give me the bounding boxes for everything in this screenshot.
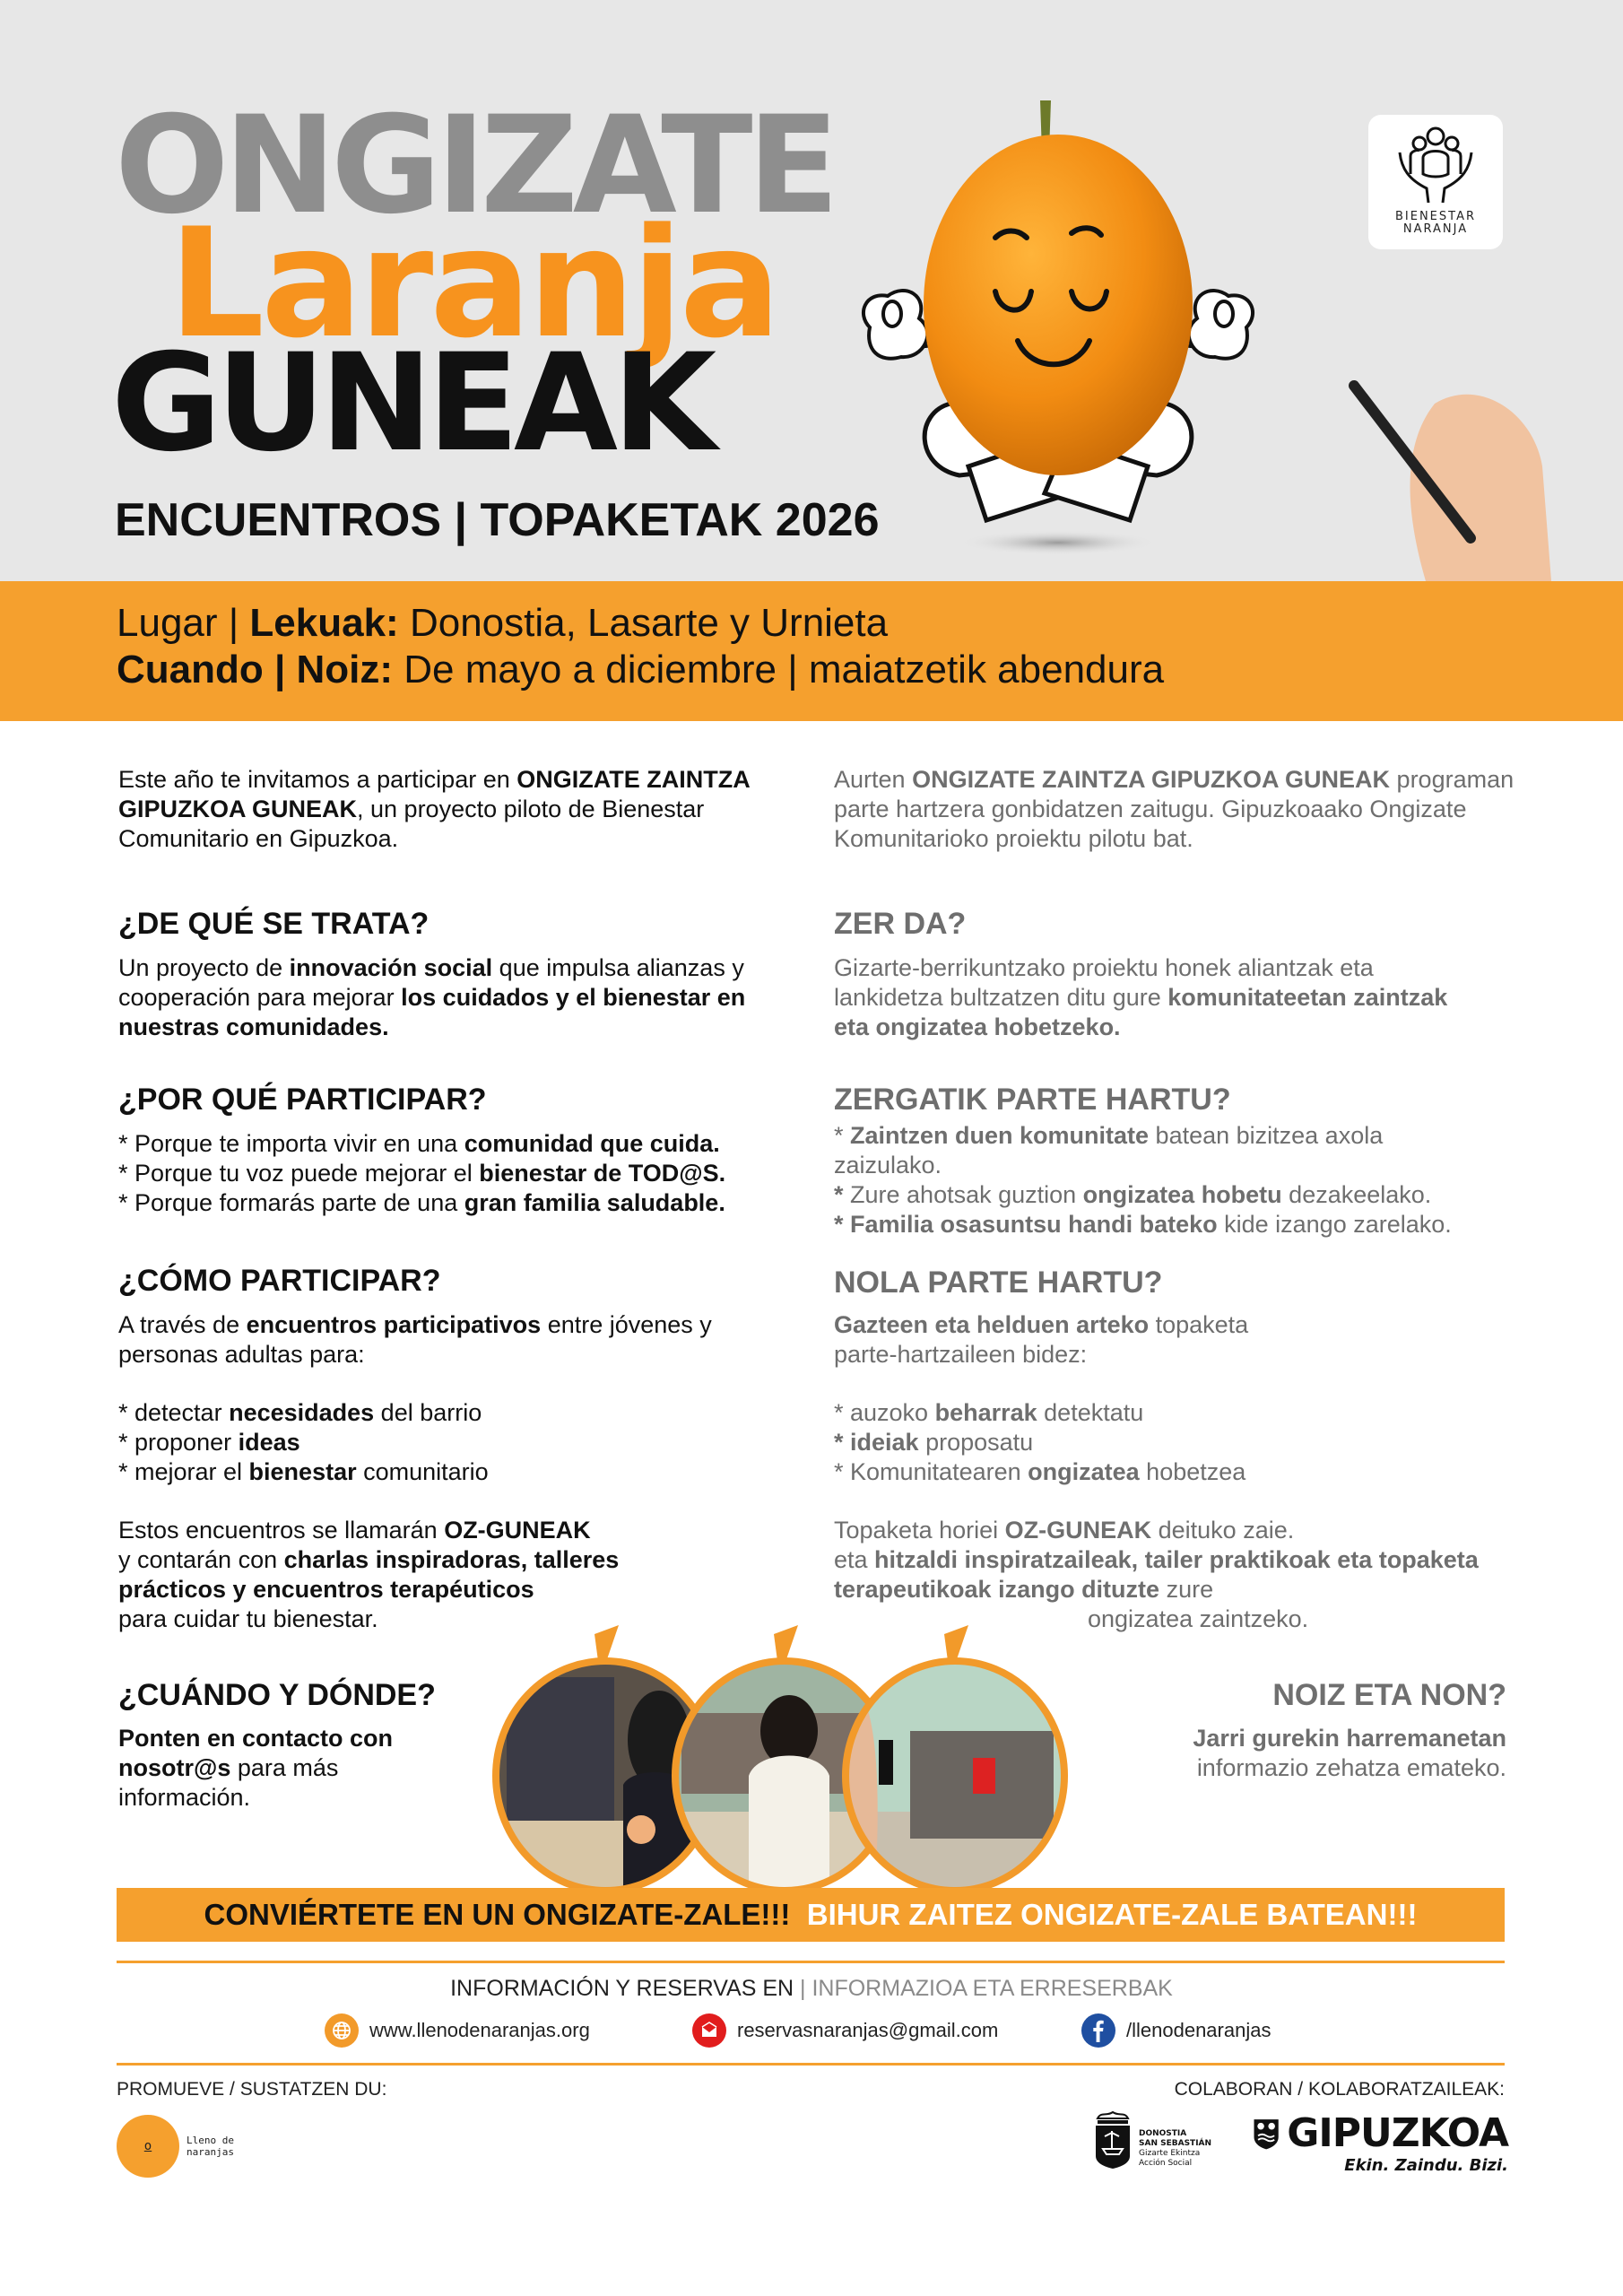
when-eu-text (1076, 1724, 1506, 1783)
badge-line1: BIENESTAR (1394, 210, 1476, 223)
closing-eu-d: eta (834, 1546, 875, 1573)
how-eu-rest: topaketa parte-hartzaileen bidez: (834, 1311, 1249, 1368)
lleno-logo-mark: o (117, 2115, 179, 2178)
what-es-d: los cuidados y el bienestar en nuestras comunidades. (118, 984, 746, 1040)
how-es-text (118, 1310, 800, 1370)
speaker-and-audience-photo (838, 1625, 1072, 1901)
closing-es-a: Estos encuentros se llamarán (118, 1517, 445, 1544)
website-text[interactable]: www.llenodenaranjas.org (369, 2019, 590, 2041)
how-eu-item-bold: beharrak (934, 1399, 1037, 1426)
when-es-text (118, 1724, 441, 1813)
why-eu-list (834, 1121, 1480, 1239)
why-eu-item-bold: Zaintzen duen komunitate (850, 1122, 1150, 1149)
how-es-a: A través de (118, 1311, 247, 1338)
when-eu-rest: informazio zehatza emateko. (1196, 1754, 1506, 1781)
heading-when-eu: NOIZ ETA NON? (1272, 1678, 1506, 1712)
donostia-line3: Gizarte Ekintza (1139, 2149, 1201, 2158)
info-title (0, 1976, 1623, 2002)
lleno-logo-text (187, 2135, 234, 2158)
place-label-es: Lugar | (117, 601, 250, 645)
why-es-item-text: * Porque te importa vivir en una (118, 1130, 464, 1157)
why-es-item (118, 1129, 818, 1159)
heading-why-eu: ZERGATIK PARTE HARTU? (834, 1083, 1231, 1117)
how-eu-item-rest: detektatu (1037, 1399, 1144, 1426)
how-es-item-text: * mejorar el (118, 1458, 249, 1485)
why-eu-item-bold: Familia osasuntsu handi bateko (850, 1211, 1218, 1238)
how-eu-bold: Gazteen eta helduen arteko (834, 1311, 1150, 1338)
slogan-banner (117, 1888, 1505, 1942)
how-es-c: entre jóvenes y personas adultas para: (118, 1311, 712, 1368)
what-es-text (118, 953, 818, 1042)
why-es-item-bold: comunidad que cuida. (464, 1130, 720, 1157)
what-eu-a: Gizarte-berrikuntzako proiektu honek aliantzak eta lankidetza bultzatzen ditu gure (834, 954, 1374, 1011)
what-eu-text (834, 953, 1462, 1042)
how-eu-text (834, 1310, 1264, 1370)
closing-eu-a: Topaketa horiei (834, 1517, 1005, 1544)
how-eu-item-rest: hobetzea (1139, 1458, 1246, 1485)
why-es-list (118, 1129, 818, 1218)
how-eu-item-bold: ideiak (850, 1429, 919, 1456)
when-label-eu: Noiz: (296, 648, 394, 691)
donostia-line2: SAN SEBASTIÁN (1139, 2139, 1212, 2148)
how-es-item (118, 1398, 818, 1428)
how-es-b: encuentros participativos (246, 1311, 542, 1338)
how-es-item-bold: ideas (238, 1429, 300, 1456)
bullet: * (834, 1122, 851, 1149)
place-and-date-band (0, 581, 1623, 721)
why-eu-item-rest: dezakeelakо. (1281, 1181, 1432, 1208)
intro-es-program: ONGIZATE ZAINTZA GIPUZKOA GUNEAK (118, 766, 750, 822)
facebook-text[interactable]: /llenodenaranjas (1126, 2019, 1271, 2041)
how-es-item-text: * proponer (118, 1429, 239, 1456)
why-es-item-bold: bienestar de TOD@S. (479, 1160, 726, 1187)
date-line (117, 648, 1164, 692)
closing-eu-e: hitzaldi inspiratzaileak, tailer praktikoak eta topaketa terapeutikoak izango dituzte (834, 1546, 1479, 1603)
badge-line2: NARANJA (1402, 222, 1469, 236)
bienestar-naranja-logo (1368, 115, 1503, 249)
heading-what-eu: ZER DA? (834, 907, 967, 941)
why-eu-item (834, 1210, 1480, 1239)
event-photos (489, 1605, 1134, 1901)
how-es-item-bold: bienestar (248, 1458, 357, 1485)
what-eu-b: komunitateetan zaintzak eta ongizatea hobetzeko. (834, 984, 1448, 1040)
divider (117, 2063, 1505, 2066)
intro-eu (834, 765, 1533, 854)
why-eu-item-text: kide izango zarelako. (1217, 1211, 1452, 1238)
lleno-line1: Lleno de (187, 2135, 234, 2146)
how-eu-list (834, 1398, 1533, 1487)
collaborators-label: COLABORAN / KOLABORATZAILEAK: (1174, 2079, 1505, 2100)
how-es-item (118, 1457, 818, 1487)
what-es-b: innovación social (289, 954, 493, 981)
bullet: * (834, 1211, 851, 1238)
what-es-c: que impulsa alianzas y cooperación para mejorar (118, 954, 744, 1011)
why-es-item-bold: gran familia saludable. (464, 1189, 725, 1216)
what-es-a: Un proyecto de (118, 954, 290, 981)
how-es-list (118, 1398, 818, 1487)
title-guneak: GUNEAK (111, 326, 712, 482)
donostia-text (1139, 2129, 1211, 2169)
intro-eu-rest: programan parte hartzera gonbidatzen zaitugu. Gipuzkoaako Ongizate Komunitarioko proiektu pilotu bat. (834, 766, 1515, 852)
people-in-hands-icon (1393, 124, 1479, 206)
heading-how-es: ¿CÓMO PARTICIPAR? (118, 1264, 441, 1298)
how-eu-item-text: * Komunitatearen (834, 1458, 1028, 1485)
gipuzkoa-name: GIPUZKOA (1287, 2110, 1508, 2156)
closing-eu-b: OZ-GUNEAK (1004, 1517, 1152, 1544)
closing-es-c: y contarán con (118, 1546, 284, 1573)
closing-eu-f: zure (1159, 1576, 1214, 1603)
how-es-item-bold: necesidades (229, 1399, 375, 1426)
how-es-item-rest: comunitario (356, 1458, 489, 1485)
gipuzkoa-tagline: Ekin. Zaindu. Bizi. (1344, 2156, 1508, 2175)
closing-es-d: charlas inspiradoras, talleres prácticos y encuentros terapéuticos (118, 1546, 620, 1603)
intro-es-text: Este año te invitamos a participar en (118, 766, 517, 793)
heading-how-eu: NOLA PARTE HARTU? (834, 1265, 1163, 1300)
donostia-line4: Acción Social (1139, 2159, 1193, 2168)
closing-es-e: para cuidar tu bienestar. (118, 1605, 378, 1632)
gipuzkoa-logo (1253, 2110, 1508, 2175)
info-title-es: INFORMACIÓN Y RESERVAS EN (450, 1976, 794, 2001)
how-eu-item-rest: proposatu (918, 1429, 1034, 1456)
email-link[interactable] (692, 2013, 998, 2048)
why-es-item-text: * Porque formarás parte de una (118, 1189, 464, 1216)
website-link[interactable] (325, 2013, 590, 2048)
how-es-item-text: * detectar (118, 1399, 230, 1426)
closing-eu-c: deituko zaie. (1151, 1517, 1295, 1544)
lleno-line2: naranjas (187, 2146, 234, 2158)
place-value: Donostia, Lasarte y Urnieta (398, 601, 889, 645)
intro-es-rest: , un proyecto piloto de Bienestar Comunitario en Gipuzkoa. (118, 796, 705, 852)
globe-icon (325, 2013, 359, 2048)
why-es-item-text: * Porque tu voz puede mejorar el (118, 1160, 480, 1187)
why-eu-item-bold: ongizatea hobetu (1082, 1181, 1282, 1208)
why-eu-item (834, 1121, 1480, 1180)
info-separator: | (794, 1976, 812, 2001)
place-line (117, 601, 888, 646)
why-eu-item (834, 1180, 1480, 1210)
event-subtitle: ENCUENTROS | TOPAKETAK 2026 (115, 494, 880, 546)
how-eu-item (834, 1457, 1533, 1487)
lleno-de-naranjas-logo (117, 2115, 234, 2178)
donostia-logo (1092, 2109, 1211, 2169)
slogan-es: CONVIÉRTETE EN UN ONGIZATE-ZALE!!! (204, 1898, 791, 1931)
closing-eu-g: ongizatea zaintzeko. (1088, 1605, 1309, 1632)
bullet: * (834, 1181, 851, 1208)
promoter-label: PROMUEVE / SUSTATZEN DU: (117, 2079, 387, 2100)
title-ongizate: ONGIZATE (115, 88, 834, 244)
why-es-item (118, 1159, 818, 1188)
heading-when-es: ¿CUÁNDO Y DÓNDE? (118, 1678, 436, 1712)
slogan-eu: BIHUR ZAITEZ ONGIZATE-ZALE BATEAN!!! (806, 1898, 1418, 1931)
info-title-eu: INFORMAZIOA ETA ERRESERBAK (812, 1976, 1173, 2001)
heading-why-es: ¿POR QUÉ PARTICIPAR? (118, 1083, 487, 1117)
when-eu-bold: Jarri gurekin harremanetan (1193, 1725, 1506, 1752)
title-laranja: Laranja (169, 196, 778, 371)
hero-banner (0, 0, 1623, 581)
when-label-es: Cuando | (117, 648, 297, 691)
how-eu-item-text: * auzoko (834, 1399, 935, 1426)
heading-what-es: ¿DE QUÉ SE TRATA? (118, 907, 430, 941)
closing-es-b: OZ-GUNEAK (444, 1517, 591, 1544)
email-text[interactable]: reservasnaranjas@gmail.com (737, 2019, 999, 2041)
intro-eu-program: ONGIZATE ZAINTZA GIPUZKOA GUNEAK (912, 766, 1391, 793)
intro-eu-text: Aurten (834, 766, 913, 793)
how-eu-item (834, 1428, 1533, 1457)
how-es-item (118, 1428, 818, 1457)
how-es-item-rest: del barrio (374, 1399, 482, 1426)
donostia-shield-icon (1092, 2109, 1133, 2169)
how-eu-item (834, 1398, 1533, 1428)
facebook-link[interactable] (1081, 2013, 1271, 2048)
place-label-eu: Lekuak: (249, 601, 399, 645)
how-eu-item-text: * (834, 1429, 851, 1456)
when-value: De mayo a diciembre | maiatzetik abendura (393, 648, 1165, 691)
divider (117, 1961, 1505, 1963)
when-es-bold: Ponten en contacto con nosotr@s (118, 1725, 394, 1781)
donostia-line1: DONOSTIA (1139, 2129, 1187, 2138)
why-eu-item-text: Zure ahotsak guztion (850, 1181, 1083, 1208)
envelope-icon (692, 2013, 726, 2048)
why-eu-item-text: batean bizitzea axola zaizulako. (834, 1122, 1384, 1178)
how-eu-item-bold: ongizatea (1028, 1458, 1140, 1485)
facebook-icon (1081, 2013, 1115, 2048)
intro-es (118, 765, 818, 854)
gipuzkoa-shield-icon (1253, 2113, 1280, 2154)
when-es-rest: para más información. (118, 1754, 339, 1811)
why-es-item (118, 1188, 818, 1218)
